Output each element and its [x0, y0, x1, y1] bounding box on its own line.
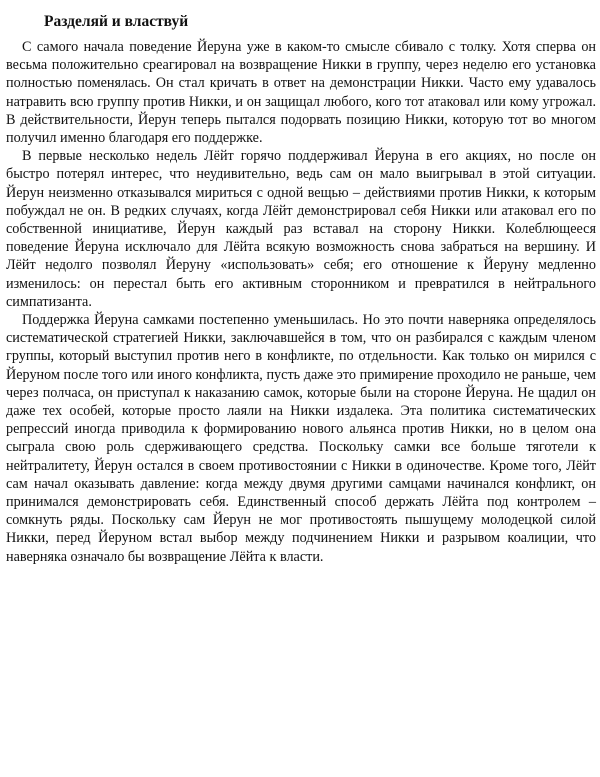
paragraph-2: В первые несколько недель Лёйт горячо поддерживал Йеруна в его акциях, но после он быстро потерял интерес, что неудивительно, ведь сам он мало выигрывал в этой ситуации. Йерун неизменно отказывался мириться с одной вещью – действиями против Никки, к которым побуждал не он. В редких случаях, когда Лёйт демонстрировал себя Никки или атаковал его по собственной инициативе, Йерун каждый раз вставал на сторону Никки. Колеблющееся поведение Йеруна исключало для Лёйта всякую возможность снова забраться на вершину. И Лёйт недолго позволял Йеруну «использовать» себя; его отношение к Йеруну медленно изменилось: он перестал быть его активным сторонником и превратился в нейтрального симпатизанта. — [6, 148, 596, 310]
paragraph-3: Поддержка Йеруна самками постепенно уменьшилась. Но это почти наверняка определялось систематической стратегией Никки, заключавшейся в том, что он разбирался с каждым членом группы, который выступил против него в конфликте, по отдельности. Как только он мирился с Йеруном после того или иного конфликта, пусть даже это примирение проходило не раньше, чем через полчаса, он приступал к наказанию самок, которые были на стороне Йеруна. Не щадил он даже тех особей, которые просто лаяли на Никки издалека. Эта политика систематических репрессий иногда приводила к формированию нового альянса против Никки, но в целом она сыграла свою роль сдерживающего средства. Поскольку самки все больше тяготели к нейтралитету, Йерун остался в своем противостоянии с Никки в одиночестве. Кроме того, Лёйт сам начал оказывать давление: когда между двумя другими самцами начинался конфликт, он принимался демонстрировать себя. Единственный способ держать Лёйта под контролем – сомкнуть ряды. Поскольку сам Йерун не мог противостоять пышущему молодецкой силой Никки, перед Йеруном встал выбор между подчинением Никки и разрывом коалиции, что наверняка означало бы возвращение Лёйта к власти. — [6, 312, 596, 565]
paragraph-1: С самого начала поведение Йеруна уже в каком-то смысле сбивало с толку. Хотя сперва он весьма положительно среагировал на возвращение Никки в группу, через неделю его установка полностью поменялась. Он стал кричать в ответ на демонстрации Никки. Часто ему удавалось натравить всю группу против Никки, и он защищал любого, кого тот атаковал или кому угрожал. В действительности, Йерун теперь пытался подорвать позицию Никки, которую тот во многом получил именно благодаря его поддержке. — [6, 39, 596, 147]
section-title: Разделяй и властвуй — [44, 13, 189, 30]
document-page — [6, 12, 596, 566]
